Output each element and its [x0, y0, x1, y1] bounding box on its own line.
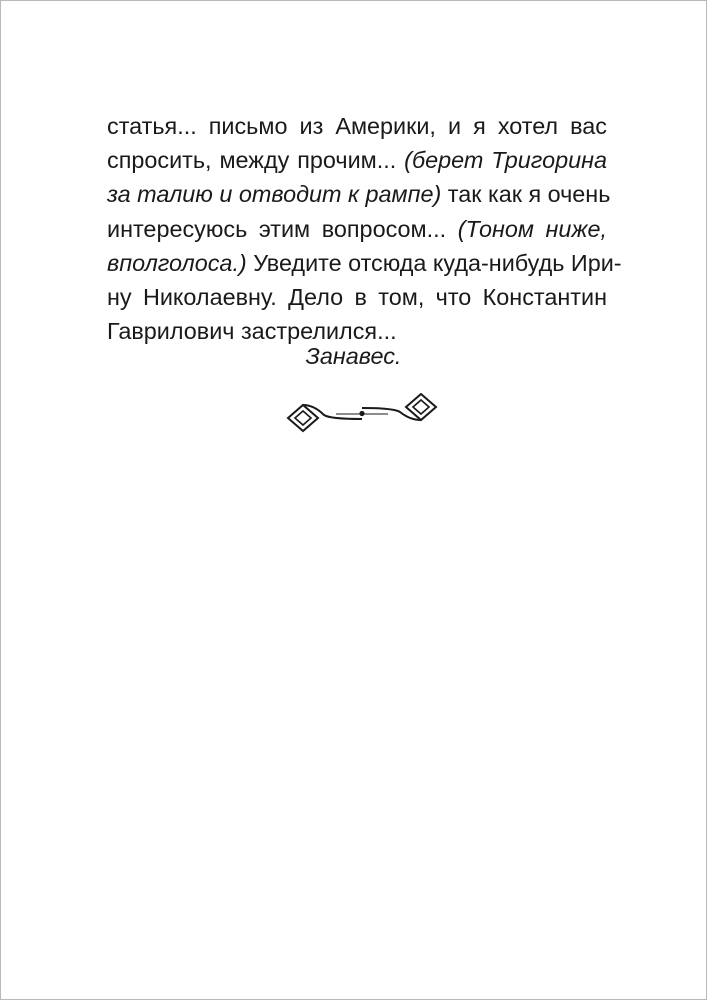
stage-remark-segment: за талию и отводит к рампе) — [107, 181, 442, 208]
text-segment: интересуюсь этим вопросом... — [107, 215, 458, 242]
text-segment: Уведите отсюда куда-нибудь Ири- — [246, 249, 622, 276]
text-segment: статья... письмо из Америки, и я хотел вас — [107, 113, 607, 139]
decorative-flourish-icon — [284, 393, 440, 435]
body-text — [107, 109, 622, 348]
text-segment: ну Николаевну. Дело в том, что Константин — [107, 283, 607, 310]
text-segment: так как я очень — [441, 181, 611, 208]
stage-remark-segment: (Тоном ниже, — [457, 215, 607, 242]
stage-remark-segment: (берет Тригорина — [404, 147, 607, 174]
stage-remark-segment: вполголоса.) — [107, 249, 247, 276]
text-segment: Гаврилович застрелился... — [107, 318, 397, 345]
text-line — [107, 177, 611, 211]
text-segment: спросить, между прочим... — [107, 147, 405, 174]
text-line — [107, 212, 607, 246]
text-line — [107, 246, 622, 280]
curtain-stage-direction: Занавес. — [305, 343, 402, 369]
text-line — [107, 109, 607, 143]
text-line — [107, 280, 607, 314]
text-line — [107, 143, 607, 177]
